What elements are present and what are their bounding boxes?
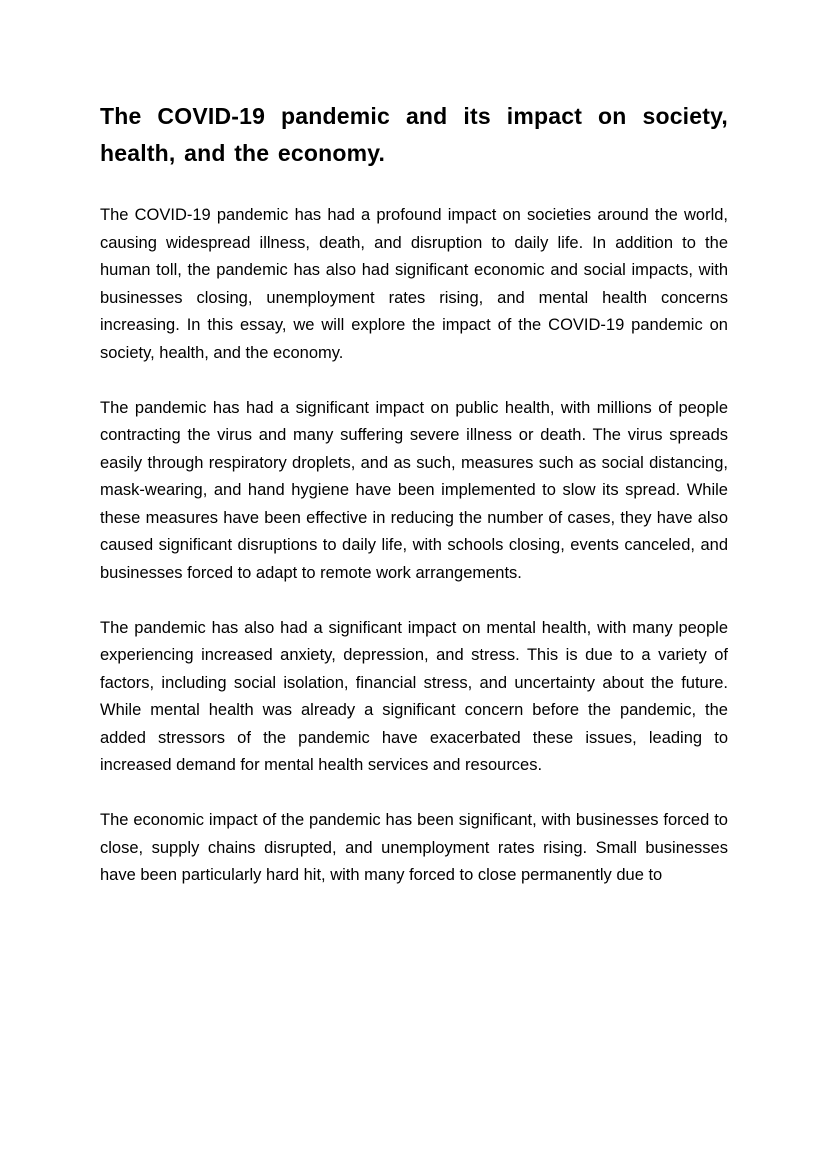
paragraph-intro: The COVID-19 pandemic has had a profound impact on societies around the world, causing widespread illness, death, and disruption to daily life. In addition to the human toll, the pandemic has also had significant economic and social impacts, with businesses closing, unemployment rates rising, and mental health concerns increasing. In this essay, we will explore the impact of the COVID-19 pandemic on society, health, and the economy. xyxy=(100,206,728,362)
paragraph-mental-health: The pandemic has also had a significant impact on mental health, with many people experiencing increased anxiety, depression, and stress. This is due to a variety of factors, including social isolation, financial stress, and uncertainty about the future. While mental health was already a significant concern before the pandemic, the added stressors of the pandemic have exacerbated these issues, leading to increased demand for mental health services and resources. xyxy=(100,618,728,774)
paragraph-economic-impact: The economic impact of the pandemic has been significant, with businesses forced to close, supply chains disrupted, and unemployment rates rising. Small businesses have been particularly hard hit, with many forced to close permanently due to xyxy=(100,811,728,884)
document-title: The COVID-19 pandemic and its impact on society, health, and the economy. xyxy=(100,103,728,166)
paragraph-public-health: The pandemic has had a significant impact on public health, with millions of people contracting the virus and many suffering severe illness or death. The virus spreads easily through respiratory droplets, and as such, measures such as social distancing, mask-wearing, and hand hygiene have been implemented to slow its spread. While these measures have been effective in reducing the number of cases, they have also caused significant disruptions to daily life, with schools closing, events canceled, and businesses forced to adapt to remote work arrangements. xyxy=(100,398,728,582)
